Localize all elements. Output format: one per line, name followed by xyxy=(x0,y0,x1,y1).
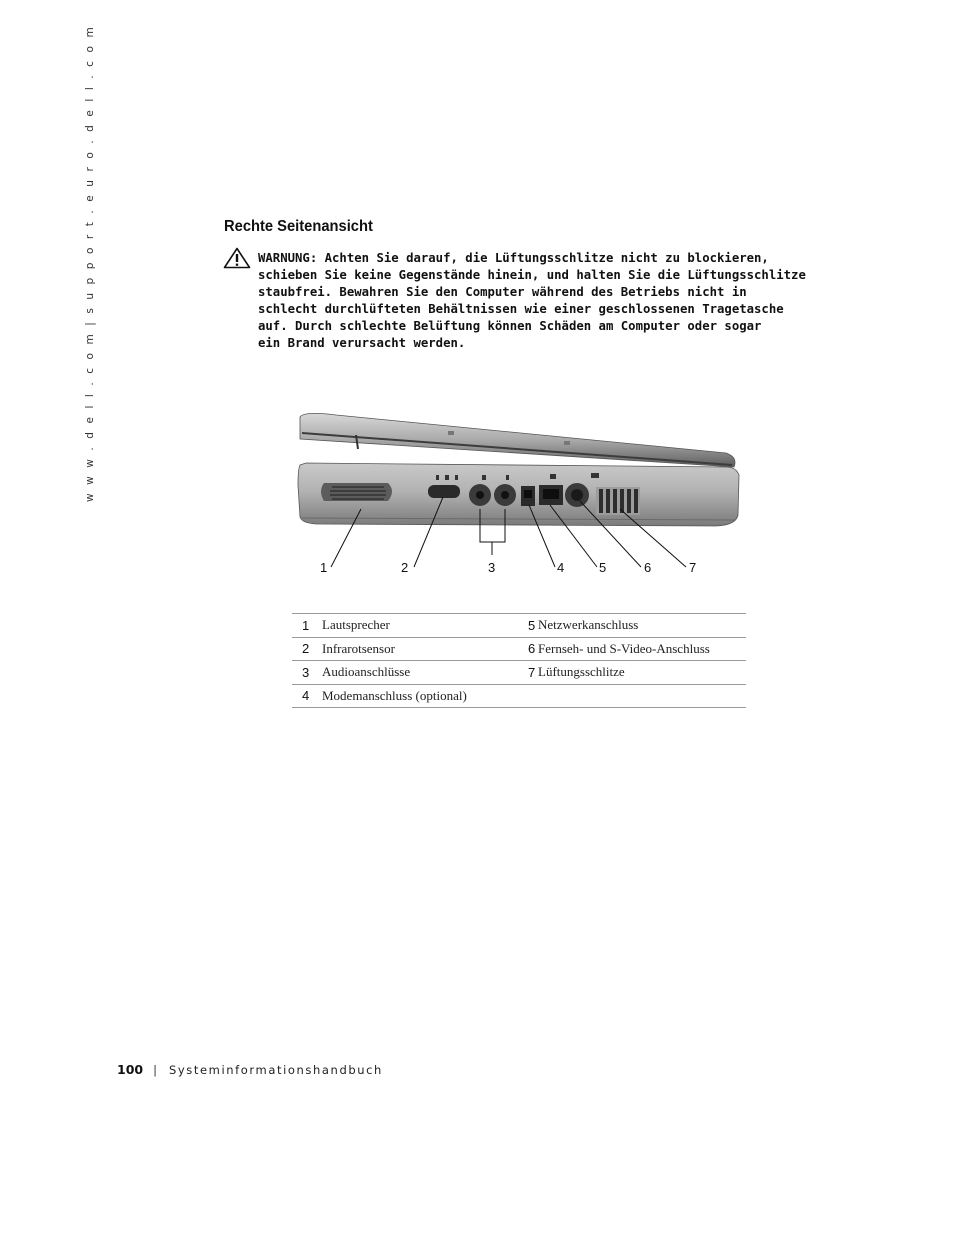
callout-3: 3 xyxy=(488,560,496,575)
infrared-sensor xyxy=(428,485,460,498)
speaker-grille xyxy=(321,483,392,501)
legend-number: 3 xyxy=(292,661,322,685)
callout-4: 4 xyxy=(557,560,565,575)
warning-icon xyxy=(223,247,251,269)
table-row xyxy=(292,684,746,708)
section-title: Rechte Seitenansicht xyxy=(224,218,373,235)
legend-label: Audioanschlüsse xyxy=(322,661,510,685)
legend-label: Modemanschluss (optional) xyxy=(322,684,510,708)
page-number: 100 xyxy=(117,1062,144,1077)
document-title: Systeminformationshandbuch xyxy=(168,1063,383,1077)
warning-line: schieben Sie keine Gegenstände hinein, und halten Sie die Lüftungsschlitze xyxy=(258,268,806,282)
legend-label: Netzwerkanschluss xyxy=(538,614,746,638)
warning-text xyxy=(258,250,806,352)
footer-separator: | xyxy=(153,1063,157,1077)
legend-label: Fernseh- und S-Video-Anschluss xyxy=(538,637,746,661)
warning-line: ein Brand verursacht werden. xyxy=(258,336,466,350)
legend-label: Lüftungsschlitze xyxy=(538,661,746,685)
warning-line: staubfrei. Bewahren Sie den Computer während des Betriebs nicht in xyxy=(258,285,747,299)
legend-number: 2 xyxy=(292,637,322,661)
legend-label: Lautsprecher xyxy=(322,614,510,638)
vent-slots xyxy=(596,487,640,515)
warning-line: auf. Durch schlechte Belüftung können Schäden am Computer oder sogar xyxy=(258,319,762,333)
callout-2: 2 xyxy=(401,560,409,575)
legend-number: 7 xyxy=(510,661,538,685)
legend-number: 5 xyxy=(510,614,538,638)
legend-number xyxy=(510,684,538,708)
page-footer xyxy=(117,1062,383,1077)
callout-6: 6 xyxy=(644,560,652,575)
legend-table xyxy=(292,613,746,708)
legend-number: 1 xyxy=(292,614,322,638)
laptop-right-side-figure xyxy=(296,405,746,585)
warning-line: WARNUNG: Achten Sie darauf, die Lüftungsschlitze nicht zu blockieren, xyxy=(258,251,769,265)
legend-label xyxy=(538,684,746,708)
callout-7: 7 xyxy=(689,560,697,575)
legend-number: 6 xyxy=(510,637,538,661)
sidebar-url: w w w . d e l l . c o m | s u p p o r t . e u r o . d e l l . c o m xyxy=(84,24,96,502)
warning-line: schlecht durchlüfteten Behältnissen wie einer geschlossenen Tragetasche xyxy=(258,302,784,316)
callout-5: 5 xyxy=(599,560,607,575)
callout-1: 1 xyxy=(320,560,328,575)
table-row xyxy=(292,614,746,638)
laptop-lid xyxy=(300,413,735,467)
table-row xyxy=(292,637,746,661)
legend-number: 4 xyxy=(292,684,322,708)
table-row xyxy=(292,661,746,685)
legend-label: Infrarotsensor xyxy=(322,637,510,661)
